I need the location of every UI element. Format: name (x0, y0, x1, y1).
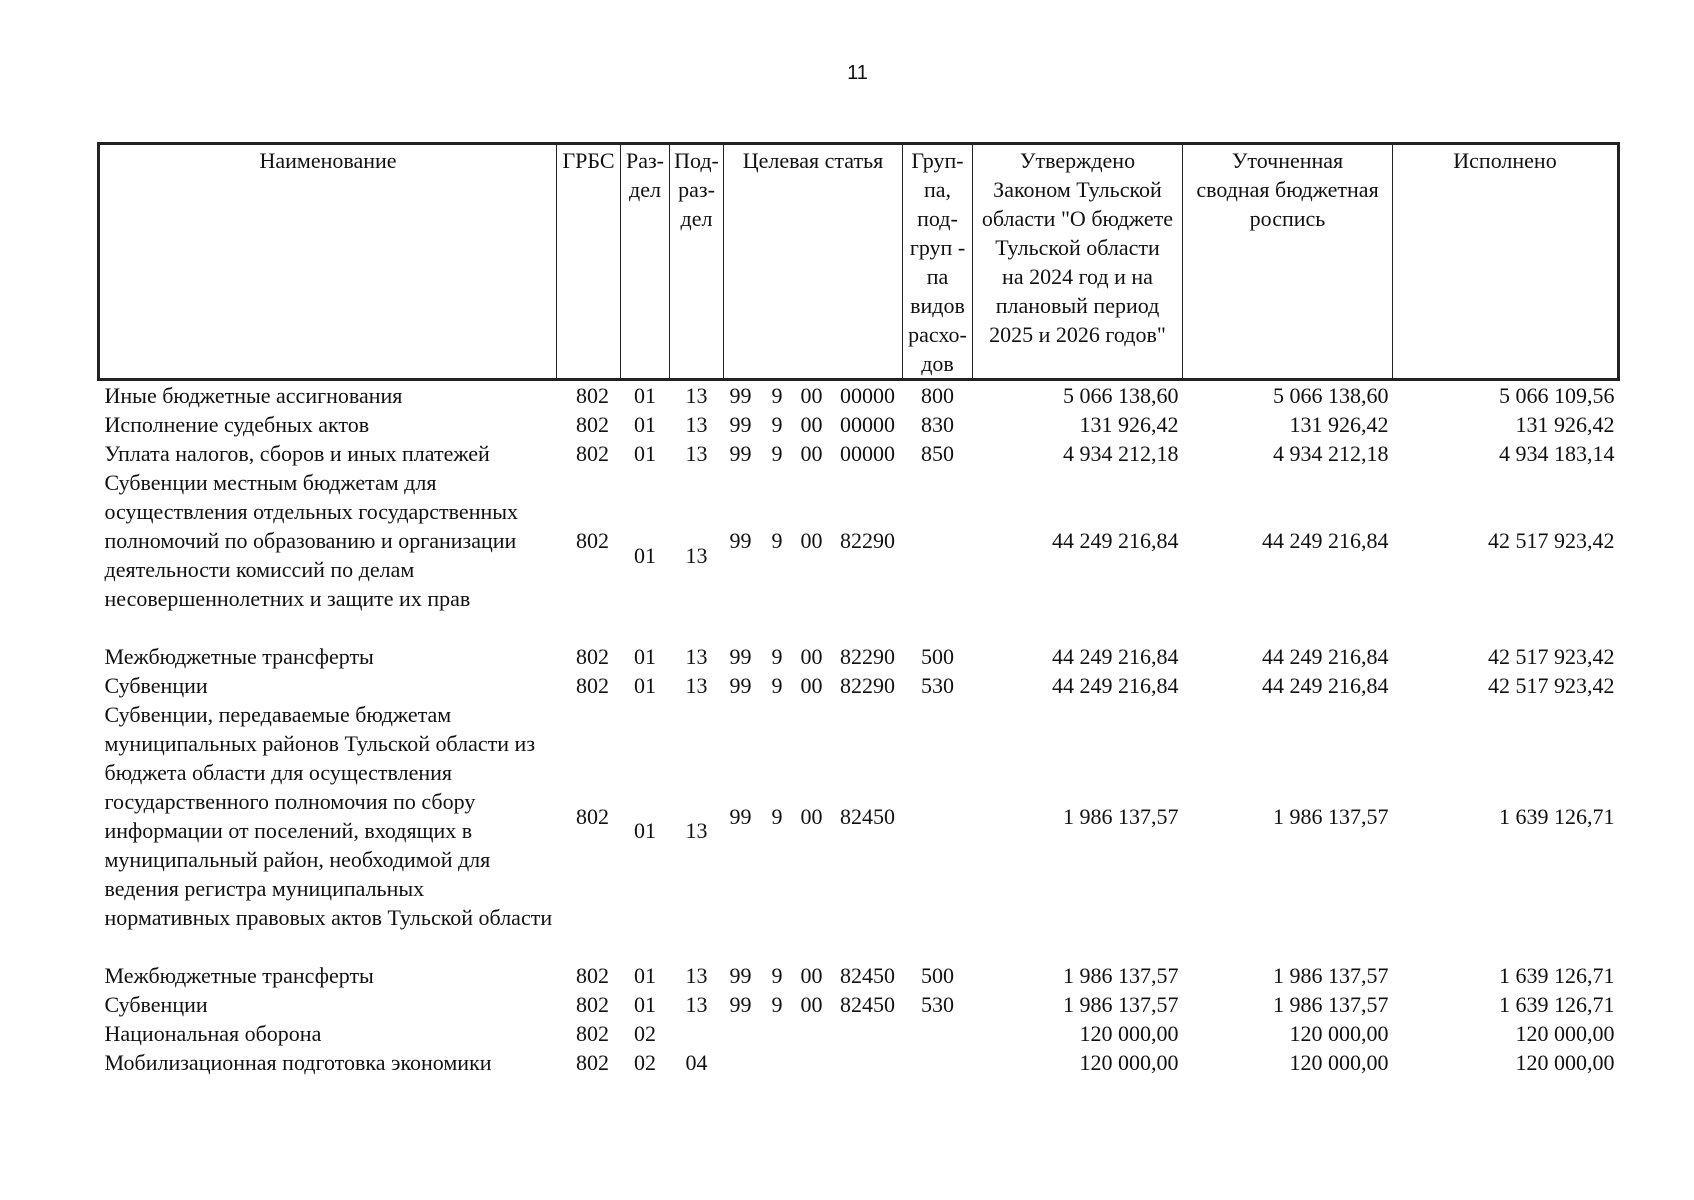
cell-name: Субвенции (104, 673, 208, 698)
cell-refined: 44 249 216,84 (1262, 673, 1389, 698)
cell-t1: 99 (729, 992, 752, 1017)
cell-executed: 120 000,00 (1515, 1050, 1615, 1075)
cell-name: Субвенции, передаваемые бюджетам муниципальных районов Тульской области из бюджета области для осуществления государственного полномочия по сбору информации от поселений, входящих в муниципальный район, необходимой для ведения регистра муниципальных нормативных правовых актов Тульской области (104, 702, 553, 930)
cell-executed: 4 934 183,14 (1499, 441, 1615, 466)
cell-executed: 120 000,00 (1515, 1021, 1615, 1046)
cell-t4 (833, 1048, 903, 1077)
cell-executed: 42 517 923,42 (1488, 673, 1615, 698)
cell-t4: 82450 (840, 803, 895, 829)
cell-group: 800 (921, 383, 954, 408)
cell-t4: 82290 (840, 528, 895, 553)
cell-podrazdel: 13 (685, 963, 708, 988)
cell-name: Национальная оборона (104, 1021, 322, 1046)
cell-podrazdel: 13 (685, 542, 708, 568)
cell-approved: 120 000,00 (1079, 1050, 1179, 1075)
cell-refined: 131 926,42 (1289, 412, 1389, 437)
table-row (99, 1048, 1619, 1077)
cell-executed: 5 066 109,56 (1499, 383, 1615, 408)
cell-t1: 99 (729, 412, 752, 437)
cell-t1 (724, 1048, 764, 1077)
cell-approved: 44 249 216,84 (1052, 644, 1179, 669)
cell-refined: 4 934 212,18 (1273, 441, 1389, 466)
cell-group: 530 (921, 992, 954, 1017)
page-number: 11 (847, 62, 868, 84)
cell-grbs: 802 (576, 803, 609, 829)
cell-name: Мобилизационная подготовка экономики (104, 1050, 492, 1075)
table-row (99, 642, 1619, 671)
cell-group: 500 (921, 644, 954, 669)
cell-t3: 00 (800, 528, 823, 553)
cell-name: Иные бюджетные ассигнования (104, 383, 403, 408)
cell-group (903, 1048, 973, 1077)
table-row (99, 468, 1619, 642)
cell-name: Субвенции местным бюджетам для осуществления отдельных государственных полномочий по образованию и организации деятельности комиссий по делам несовершеннолетних и защите их прав (104, 470, 519, 611)
cell-razdel: 02 (634, 1021, 656, 1046)
cell-refined: 120 000,00 (1289, 1050, 1389, 1075)
cell-t1: 99 (729, 528, 752, 553)
cell-group: 500 (921, 963, 954, 988)
cell-t1: 99 (729, 441, 752, 466)
cell-approved: 44 249 216,84 (1052, 528, 1179, 553)
cell-grbs: 802 (576, 528, 609, 553)
header-approved: Утверждено Законом Тульской области "О бюджете Тульской области на 2024 год и на плановый период 2025 и 2026 годов" (973, 144, 1183, 380)
cell-t3: 00 (800, 644, 823, 669)
cell-group (903, 700, 973, 961)
cell-t2: 9 (771, 963, 783, 988)
cell-t4: 00000 (840, 441, 895, 466)
cell-podrazdel: 13 (685, 441, 708, 466)
table-row (99, 990, 1619, 1019)
cell-grbs: 802 (576, 441, 609, 466)
cell-executed: 1 639 126,71 (1499, 992, 1615, 1017)
cell-t2 (764, 1048, 791, 1077)
table-row (99, 961, 1619, 990)
cell-group: 830 (921, 412, 954, 437)
cell-grbs: 802 (576, 1021, 609, 1046)
cell-t1: 99 (729, 803, 752, 829)
cell-refined: 1 986 137,57 (1273, 992, 1389, 1017)
cell-approved: 1 986 137,57 (1063, 992, 1179, 1017)
cell-t4: 82450 (840, 963, 895, 988)
cell-executed: 42 517 923,42 (1488, 644, 1615, 669)
cell-grbs: 802 (576, 673, 609, 698)
table-row (99, 700, 1619, 961)
cell-razdel: 01 (634, 818, 656, 843)
cell-t2: 9 (771, 412, 783, 437)
cell-t3: 00 (800, 992, 823, 1017)
cell-approved: 131 926,42 (1079, 412, 1179, 437)
cell-t3: 00 (800, 673, 823, 698)
cell-razdel: 01 (634, 673, 656, 698)
cell-t2: 9 (771, 992, 783, 1017)
cell-razdel: 01 (634, 963, 656, 988)
cell-t4: 82290 (840, 644, 895, 669)
cell-t1: 99 (729, 963, 752, 988)
cell-razdel: 01 (634, 383, 656, 408)
cell-grbs: 802 (576, 1050, 609, 1075)
cell-t1: 99 (729, 644, 752, 669)
cell-refined: 44 249 216,84 (1262, 644, 1389, 669)
table-row (99, 410, 1619, 439)
cell-name: Межбюджетные трансферты (104, 644, 374, 669)
cell-grbs: 802 (576, 412, 609, 437)
table-header (99, 144, 1619, 380)
cell-approved: 44 249 216,84 (1052, 673, 1179, 698)
cell-executed: 131 926,42 (1515, 412, 1615, 437)
cell-grbs: 802 (576, 383, 609, 408)
cell-name: Субвенции (104, 992, 208, 1017)
cell-t3: 00 (800, 412, 823, 437)
cell-t1: 99 (729, 383, 752, 408)
cell-podrazdel: 13 (685, 673, 708, 698)
cell-name: Уплата налогов, сборов и иных платежей (104, 441, 490, 466)
header-executed: Исполнено (1393, 144, 1619, 380)
budget-table (97, 142, 1620, 1077)
cell-approved: 1 986 137,57 (1063, 963, 1179, 988)
table-row (99, 380, 1619, 411)
cell-podrazdel: 13 (685, 992, 708, 1017)
cell-t3: 00 (800, 963, 823, 988)
cell-executed: 42 517 923,42 (1488, 528, 1615, 553)
cell-refined: 1 986 137,57 (1273, 803, 1389, 829)
cell-t2: 9 (771, 673, 783, 698)
cell-razdel: 02 (634, 1050, 656, 1075)
cell-group (903, 1019, 973, 1048)
cell-t3: 00 (800, 383, 823, 408)
header-razdel: Раз- дел (621, 144, 670, 380)
cell-t2: 9 (771, 803, 783, 829)
cell-grbs: 802 (576, 963, 609, 988)
cell-executed: 1 639 126,71 (1499, 963, 1615, 988)
cell-group (903, 468, 973, 642)
cell-name: Межбюджетные трансферты (104, 963, 374, 988)
cell-t4: 00000 (840, 412, 895, 437)
cell-t1 (724, 1019, 764, 1048)
cell-t3 (791, 1048, 833, 1077)
cell-t2: 9 (771, 441, 783, 466)
cell-grbs: 802 (576, 644, 609, 669)
cell-razdel: 01 (634, 412, 656, 437)
cell-t1: 99 (729, 673, 752, 698)
cell-group: 530 (921, 673, 954, 698)
table-row (99, 671, 1619, 700)
cell-group: 850 (921, 441, 954, 466)
cell-razdel: 01 (634, 644, 656, 669)
cell-refined: 1 986 137,57 (1273, 963, 1389, 988)
cell-t2: 9 (771, 528, 783, 553)
cell-t3: 00 (800, 803, 823, 829)
header-target: Целевая статья (724, 144, 903, 380)
cell-approved: 120 000,00 (1079, 1021, 1179, 1046)
table-row (99, 1019, 1619, 1048)
cell-podrazdel (670, 1019, 724, 1048)
header-podrazdel: Под- раз- дел (670, 144, 724, 380)
cell-refined: 44 249 216,84 (1262, 528, 1389, 553)
header-name: Наименование (99, 144, 557, 380)
cell-approved: 5 066 138,60 (1063, 383, 1179, 408)
cell-podrazdel: 13 (685, 644, 708, 669)
cell-name: Исполнение судебных актов (104, 412, 370, 437)
cell-podrazdel: 04 (685, 1050, 708, 1075)
header-grbs: ГРБС (557, 144, 621, 380)
cell-t2: 9 (771, 383, 783, 408)
cell-t4: 00000 (840, 383, 895, 408)
cell-t3 (791, 1019, 833, 1048)
table-body (99, 380, 1619, 1078)
cell-t4: 82290 (840, 673, 895, 698)
cell-t3: 00 (800, 441, 823, 466)
cell-razdel: 01 (634, 542, 656, 568)
cell-t2 (764, 1019, 791, 1048)
cell-executed: 1 639 126,71 (1499, 803, 1615, 829)
cell-t4: 82450 (840, 992, 895, 1017)
table-row (99, 439, 1619, 468)
cell-podrazdel: 13 (685, 383, 708, 408)
cell-refined: 120 000,00 (1289, 1021, 1389, 1046)
cell-grbs: 802 (576, 992, 609, 1017)
cell-razdel: 01 (634, 441, 656, 466)
cell-podrazdel: 13 (685, 412, 708, 437)
cell-t4 (833, 1019, 903, 1048)
cell-approved: 1 986 137,57 (1063, 803, 1179, 829)
header-refined: Уточненная сводная бюджетная роспись (1183, 144, 1393, 380)
cell-razdel: 01 (634, 992, 656, 1017)
cell-approved: 4 934 212,18 (1063, 441, 1179, 466)
header-group: Груп- па, под- груп - па видов расхо- дов (903, 144, 973, 380)
cell-t2: 9 (771, 644, 783, 669)
cell-refined: 5 066 138,60 (1273, 383, 1389, 408)
cell-podrazdel: 13 (685, 818, 708, 843)
